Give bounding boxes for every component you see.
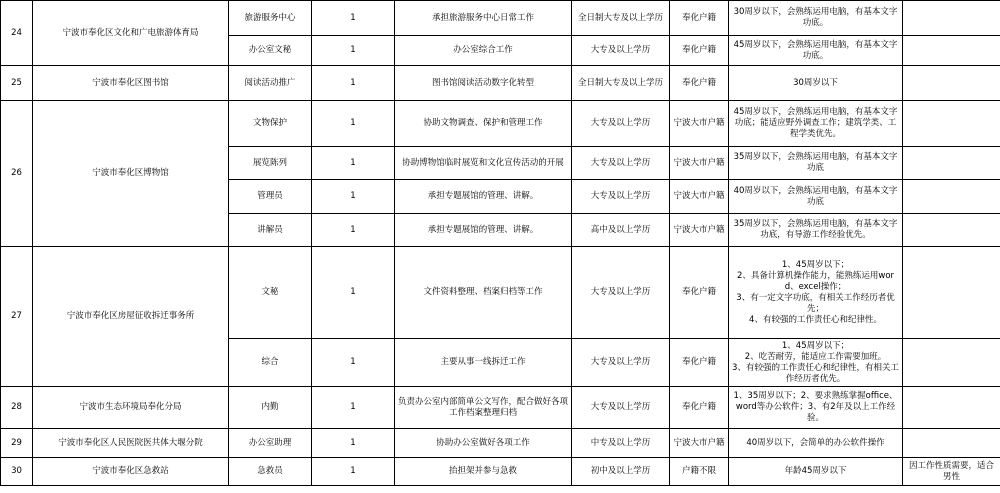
row-number: 25 bbox=[1, 66, 33, 101]
note bbox=[903, 247, 1000, 339]
requirements: 年龄45周岁以下 bbox=[729, 458, 903, 486]
unit-name: 宁波市奉化区图书馆 bbox=[33, 66, 229, 101]
requirements bbox=[729, 339, 903, 387]
post-name: 内勤 bbox=[229, 387, 312, 429]
hukou: 奉化户籍 bbox=[670, 66, 729, 101]
note bbox=[903, 36, 1000, 66]
post-duty: 办公室综合工作 bbox=[395, 36, 572, 66]
post-duty: 承担专题展馆的管理、讲解。 bbox=[395, 214, 572, 247]
note bbox=[903, 180, 1000, 214]
post-name: 展览陈列 bbox=[229, 147, 312, 180]
requirements: 35周岁以下，会熟练运用电脑，有基本文字功底 bbox=[729, 147, 903, 180]
post-duty: 主要从事一线拆迁工作 bbox=[395, 339, 572, 387]
requirements: 40周岁以下，会简单的办公软件操作 bbox=[729, 429, 903, 458]
row-number: 29 bbox=[1, 429, 33, 458]
requirement-line: 4、有较强的工作责任心和纪律性。 bbox=[749, 314, 882, 325]
education: 大专及以上学历 bbox=[572, 36, 670, 66]
post-count: 1 bbox=[312, 387, 395, 429]
table-row bbox=[1, 458, 1000, 486]
table-row bbox=[1, 66, 1000, 101]
unit-name: 宁波市生态环境局奉化分局 bbox=[33, 387, 229, 429]
row-number: 26 bbox=[1, 101, 33, 247]
row-number: 27 bbox=[1, 247, 33, 387]
unit-name: 宁波市奉化区博物馆 bbox=[33, 101, 229, 247]
post-duty: 图书馆阅读活动数字化转型 bbox=[395, 66, 572, 101]
post-duty: 协助办公室做好各项工作 bbox=[395, 429, 572, 458]
note bbox=[903, 429, 1000, 458]
post-duty: 协助文物调查、保护和管理工作 bbox=[395, 101, 572, 147]
post-duty: 协助博物馆临时展览和文化宣传活动的开展 bbox=[395, 147, 572, 180]
table-row bbox=[1, 247, 1000, 339]
post-count: 1 bbox=[312, 36, 395, 66]
requirements: 30周岁以下 bbox=[729, 66, 903, 101]
education: 高中及以上学历 bbox=[572, 214, 670, 247]
requirements: 1、35周岁以下；2、要求熟练掌握office、word等办公软件；3、有2年及以上工作经验。 bbox=[729, 387, 903, 429]
education: 大专及以上学历 bbox=[572, 339, 670, 387]
post-count: 1 bbox=[312, 147, 395, 180]
requirement-line: 3、有一定文字功底，有相关工作经历者优先； bbox=[736, 292, 895, 314]
hukou: 宁波大市户籍 bbox=[670, 101, 729, 147]
requirements: 40周岁以下，会熟练运用电脑，有基本文字功底 bbox=[729, 180, 903, 214]
hukou: 户籍不限 bbox=[670, 458, 729, 486]
table-row bbox=[1, 1, 1000, 36]
post-name: 综合 bbox=[229, 339, 312, 387]
education: 全日制大专及以上学历 bbox=[572, 1, 670, 36]
row-number: 24 bbox=[1, 1, 33, 66]
unit-name: 宁波市奉化区人民医院医共体大堰分院 bbox=[33, 429, 229, 458]
note bbox=[903, 101, 1000, 147]
note bbox=[903, 1, 1000, 36]
hukou: 宁波大市户籍 bbox=[670, 147, 729, 180]
unit-name: 宁波市奉化区文化和广电旅游体育局 bbox=[33, 1, 229, 66]
education: 初中及以上学历 bbox=[572, 458, 670, 486]
post-name: 管理员 bbox=[229, 180, 312, 214]
row-number: 30 bbox=[1, 458, 33, 486]
post-name: 讲解员 bbox=[229, 214, 312, 247]
requirements: 45周岁以下，会熟练运用电脑，有基本文字功底。 bbox=[729, 36, 903, 66]
requirements bbox=[729, 247, 903, 339]
post-name: 急救员 bbox=[229, 458, 312, 486]
note bbox=[903, 147, 1000, 180]
education: 中专及以上学历 bbox=[572, 429, 670, 458]
requirements: 30周岁以下，会熟练运用电脑，有基本文字功底。 bbox=[729, 1, 903, 36]
education: 大专及以上学历 bbox=[572, 387, 670, 429]
post-count: 1 bbox=[312, 247, 395, 339]
post-count: 1 bbox=[312, 180, 395, 214]
post-name: 文秘 bbox=[229, 247, 312, 339]
requirement-line: 1、45周岁以下； bbox=[781, 340, 850, 351]
requirement-line: 2、具备计算机操作能力，能熟练运用word、excel操作； bbox=[736, 270, 895, 292]
hukou: 奉化户籍 bbox=[670, 36, 729, 66]
hukou: 奉化户籍 bbox=[670, 387, 729, 429]
note bbox=[903, 214, 1000, 247]
education: 全日制大专及以上学历 bbox=[572, 66, 670, 101]
requirements: 35周岁以下，会熟练运用电脑，有基本文字功底，有导游工作经验优先。 bbox=[729, 214, 903, 247]
hukou: 宁波大市户籍 bbox=[670, 429, 729, 458]
education: 大专及以上学历 bbox=[572, 180, 670, 214]
education: 大专及以上学历 bbox=[572, 101, 670, 147]
requirements: 45周岁以下，会熟练运用电脑，有基本文字功底；能适应野外调查工作；建筑学类、工程学类优先。 bbox=[729, 101, 903, 147]
post-duty: 承担旅游服务中心日常工作 bbox=[395, 1, 572, 36]
post-name: 办公室助理 bbox=[229, 429, 312, 458]
hukou: 奉化户籍 bbox=[670, 247, 729, 339]
post-name: 办公室文秘 bbox=[229, 36, 312, 66]
requirement-line: 2、吃苦耐劳，能适应工作需要加班。 bbox=[744, 351, 887, 362]
post-count: 1 bbox=[312, 458, 395, 486]
note bbox=[903, 66, 1000, 101]
post-name: 文物保护 bbox=[229, 101, 312, 147]
requirement-line: 3、有较强的工作责任心和纪律性，有相关工作经历者优先。 bbox=[732, 362, 899, 384]
table-row bbox=[1, 429, 1000, 458]
note: 因工作性质需要，适合男性 bbox=[903, 458, 1000, 486]
post-duty: 抬担架并参与急救 bbox=[395, 458, 572, 486]
table-row bbox=[1, 101, 1000, 147]
note bbox=[903, 387, 1000, 429]
table-row bbox=[1, 387, 1000, 429]
hukou: 奉化户籍 bbox=[670, 1, 729, 36]
unit-name: 宁波市奉化区急救站 bbox=[33, 458, 229, 486]
education: 大专及以上学历 bbox=[572, 247, 670, 339]
hukou: 宁波大市户籍 bbox=[670, 180, 729, 214]
requirement-line: 1、45周岁以下； bbox=[781, 259, 850, 270]
post-count: 1 bbox=[312, 66, 395, 101]
hukou: 宁波大市户籍 bbox=[670, 214, 729, 247]
post-count: 1 bbox=[312, 339, 395, 387]
post-duty: 负责办公室内部简单公文写作，配合做好各项工作档案整理归档 bbox=[395, 387, 572, 429]
hukou: 奉化户籍 bbox=[670, 339, 729, 387]
row-number: 28 bbox=[1, 387, 33, 429]
post-count: 1 bbox=[312, 214, 395, 247]
post-duty: 承担专题展馆的管理、讲解。 bbox=[395, 180, 572, 214]
unit-name: 宁波市奉化区房屋征收拆迁事务所 bbox=[33, 247, 229, 387]
note bbox=[903, 339, 1000, 387]
post-count: 1 bbox=[312, 429, 395, 458]
post-name: 阅读活动推广 bbox=[229, 66, 312, 101]
post-name: 旅游服务中心 bbox=[229, 1, 312, 36]
post-count: 1 bbox=[312, 101, 395, 147]
education: 大专及以上学历 bbox=[572, 147, 670, 180]
post-count: 1 bbox=[312, 1, 395, 36]
post-duty: 文件资料整理、档案归档等工作 bbox=[395, 247, 572, 339]
